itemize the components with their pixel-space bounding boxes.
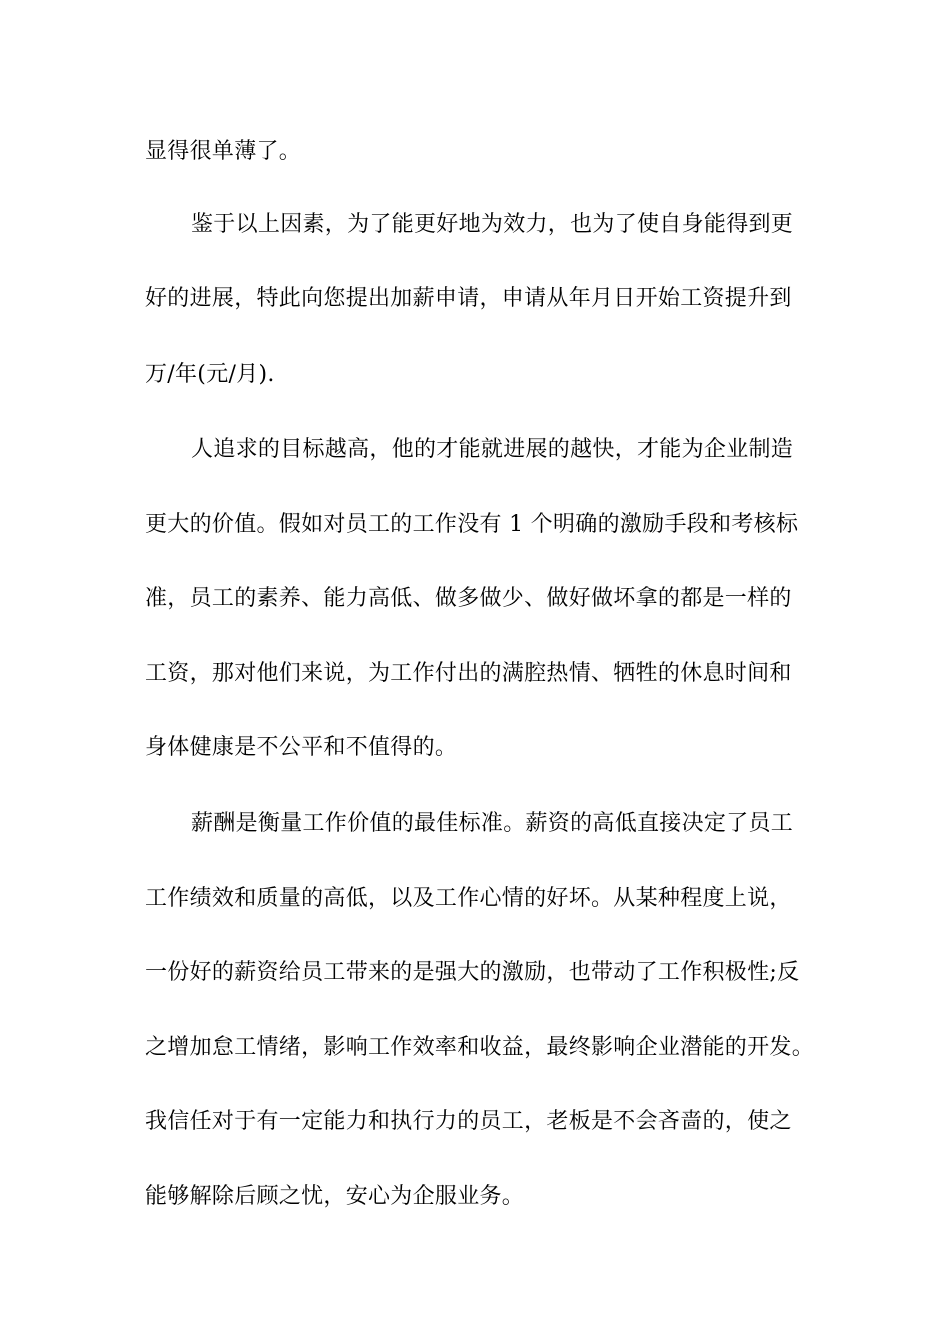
text-line: 身体健康是不公平和不值得的。 [145,735,458,760]
paragraph-first-line: 薪酬是衡量工作价值的最佳标准。薪资的高低直接决定了员工 [191,811,794,836]
paragraph-first-line: 鉴于以上因素，为了能更好地为效力，也为了使自身能得到更 [191,212,794,237]
paragraph-first-line: 人追求的目标越高，他的才能就进展的越快，才能为企业制造 [191,437,794,462]
text-line: 更大的价值。假如对员工的工作没有 1 个明确的激励手段和考核标 [145,512,799,537]
text-line: 显得很单薄了。 [145,139,302,164]
text-line: 之增加怠工情绪，影响工作效率和收益，最终影响企业潜能的开发。 [145,1035,815,1060]
text-line: 准，员工的素养、能力高低、做多做少、做好做坏拿的都是一样的 [145,586,792,611]
text-line: 好的进展，特此向您提出加薪申请，申请从年月日开始工资提升到 [145,286,792,311]
text-line: 工作绩效和质量的高低，以及工作心情的好坏。从某种程度上说， [145,886,792,911]
text-line: 万/年(元/月). [145,362,275,387]
text-line: 我信任对于有一定能力和执行力的员工，老板是不会吝啬的，使之 [145,1109,792,1134]
text-line: 工资，那对他们来说，为工作付出的满腔热情、牺牲的休息时间和 [145,661,792,686]
text-line: 能够解除后顾之忧，安心为企服业务。 [145,1184,525,1209]
text-line: 一份好的薪资给员工带来的是强大的激励，也带动了工作积极性;反 [145,960,800,985]
